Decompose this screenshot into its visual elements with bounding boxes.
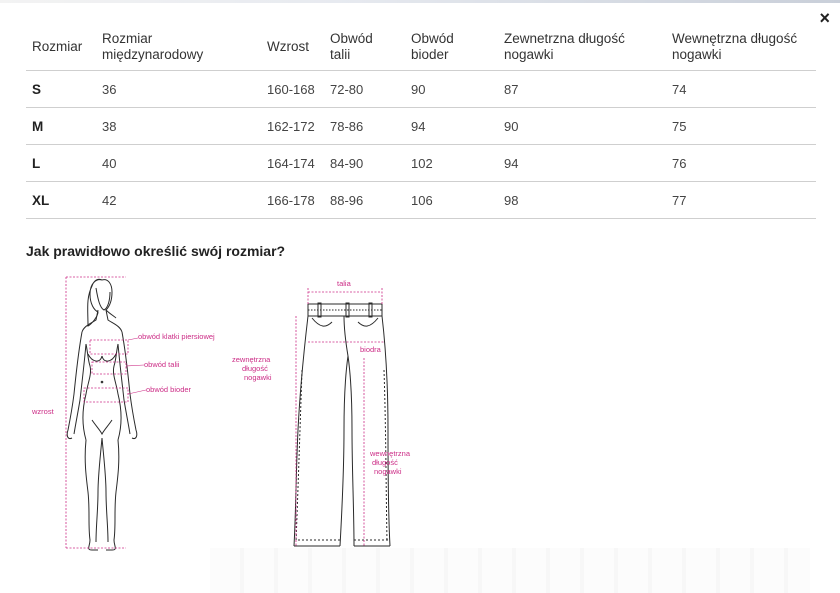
cell-size: M (26, 108, 96, 145)
size-table (26, 26, 816, 219)
cell-size: XL (26, 182, 96, 219)
close-icon[interactable]: × (819, 8, 830, 28)
cell-inner-leg: 74 (666, 71, 816, 108)
table-row (26, 182, 816, 219)
guide-heading: Jak prawidłowo określić swój rozmiar? (26, 243, 286, 259)
label-height: wzrost (32, 407, 54, 416)
label-outer-leg-1: zewnętrzna (232, 355, 271, 364)
label-outer-leg-2: długość (242, 364, 268, 373)
cell-inner-leg: 77 (666, 182, 816, 219)
cell-outer-leg: 90 (498, 108, 666, 145)
cell-international: 36 (96, 71, 261, 108)
cell-height: 162-172 (261, 108, 324, 145)
cell-hips: 106 (405, 182, 498, 219)
measurement-illustration (26, 270, 446, 570)
column-header-international-size: Rozmiar międzynarodowy (96, 26, 261, 71)
column-header-outer-leg: Zewnetrzna długość nogawki (498, 26, 666, 71)
label-pants-waist: talia (337, 279, 351, 288)
column-header-inner-leg: Wewnętrzna długość nogawki (666, 26, 816, 71)
label-inner-leg-1: wewnętrzna (370, 449, 411, 458)
cell-size: L (26, 145, 96, 182)
label-hips: obwód bioder (146, 385, 192, 394)
cell-size: S (26, 71, 96, 108)
cell-inner-leg: 76 (666, 145, 816, 182)
column-header-waist: Obwód talii (324, 26, 405, 71)
cell-waist: 84-90 (324, 145, 405, 182)
label-outer-leg-3: nogawki (244, 373, 272, 382)
label-chest: obwód klatki piersiowej (138, 332, 215, 341)
cell-hips: 94 (405, 108, 498, 145)
table-row (26, 71, 816, 108)
faded-background-pattern (210, 548, 810, 593)
cell-international: 40 (96, 145, 261, 182)
cell-international: 42 (96, 182, 261, 219)
column-header-height: Wzrost (261, 26, 324, 71)
cell-outer-leg: 87 (498, 71, 666, 108)
cell-hips: 102 (405, 145, 498, 182)
cell-height: 166-178 (261, 182, 324, 219)
cell-international: 38 (96, 108, 261, 145)
cell-waist: 72-80 (324, 71, 405, 108)
cell-waist: 78-86 (324, 108, 405, 145)
table-row (26, 145, 816, 182)
body-silhouette-icon (67, 279, 137, 550)
cell-outer-leg: 94 (498, 145, 666, 182)
cell-hips: 90 (405, 71, 498, 108)
cell-outer-leg: 98 (498, 182, 666, 219)
label-inner-leg-2: długość (372, 458, 398, 467)
label-inner-leg-3: nogawki (374, 467, 402, 476)
cell-waist: 88-96 (324, 182, 405, 219)
label-pants-hips: biodra (360, 345, 381, 354)
table-row (26, 108, 816, 145)
label-waist: obwód talii (144, 360, 180, 369)
column-header-hips: Obwód bioder (405, 26, 498, 71)
cell-height: 160-168 (261, 71, 324, 108)
cell-inner-leg: 75 (666, 108, 816, 145)
table-header-row (26, 26, 816, 71)
pants-icon (294, 303, 390, 546)
top-border (0, 0, 840, 3)
cell-height: 164-174 (261, 145, 324, 182)
column-header-size: Rozmiar (26, 26, 96, 71)
